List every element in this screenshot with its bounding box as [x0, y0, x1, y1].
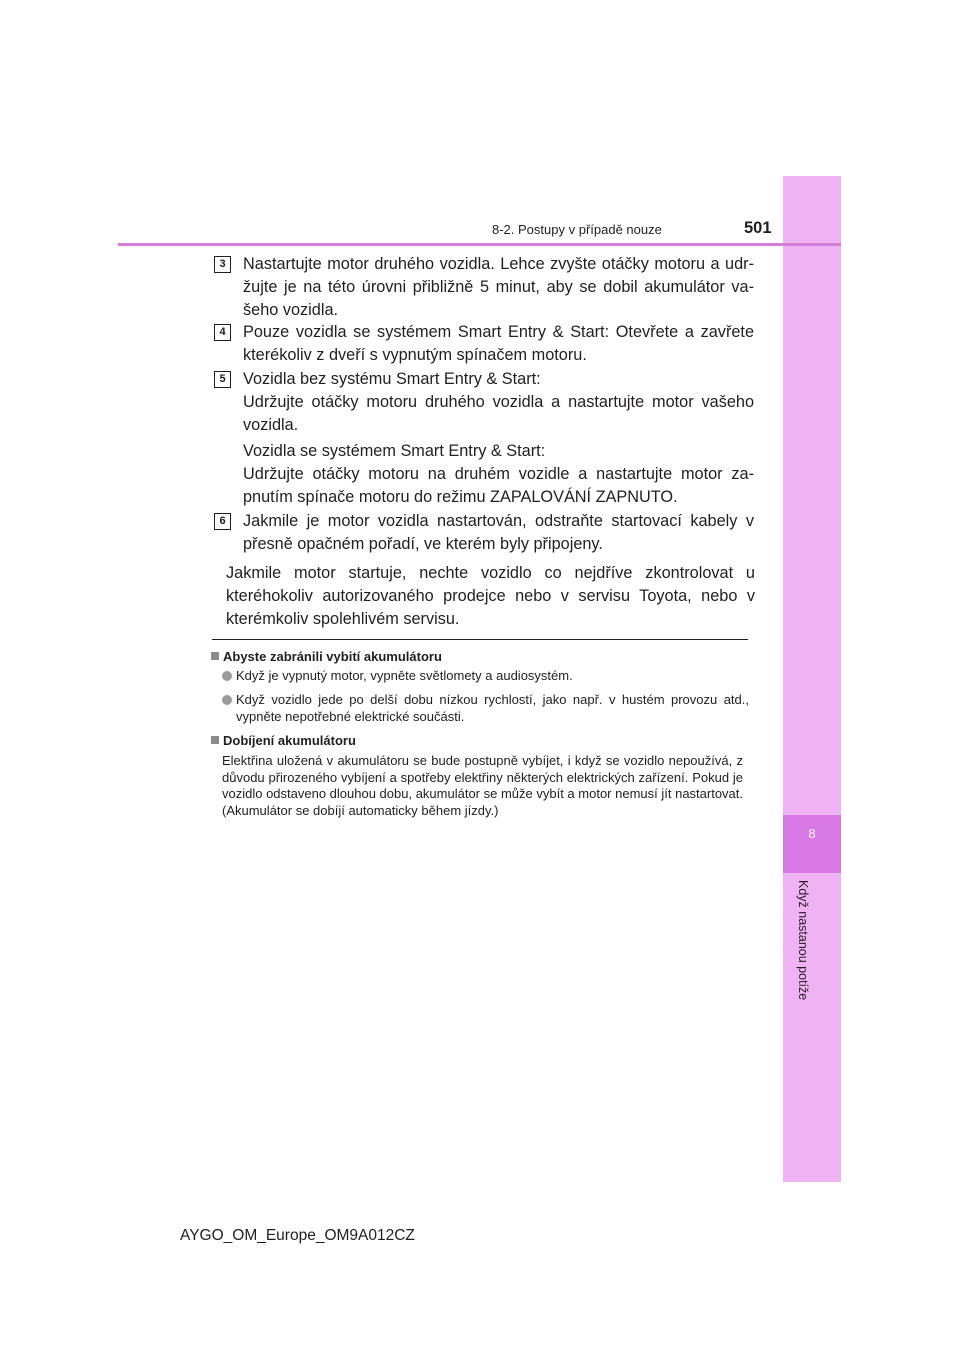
step-text: Nastartujte motor druhého vozidla. Lehce zvyšte otáčky motoru a udr-žujte je na této úrovni přibližně 5 minut, aby se dobil akumulátor va-šeho vozidla.: [243, 255, 754, 319]
note-heading-battery-discharge: [211, 649, 442, 664]
step-badge: 5: [214, 371, 231, 388]
chapter-number: 8: [808, 826, 816, 841]
square-bullet-icon: [211, 652, 219, 660]
chapter-title: Když nastanou potíže: [796, 880, 810, 1001]
page-number: 501: [744, 219, 772, 237]
step-text-line2: Udržujte otáčky motoru druhého vozidla a nastartujte motor vašeho vozidla.: [243, 393, 754, 434]
note-bullet: [222, 692, 749, 725]
step-4: [214, 321, 754, 367]
step-5: [214, 368, 754, 437]
round-bullet-icon: [222, 671, 232, 681]
header-rule: [118, 243, 841, 246]
note-bullet-text: Když vozidlo jede po delší dobu nízkou rychlostí, jako např. v hustém provozu atd., vypněte nepotřebné elektrické součásti.: [236, 692, 749, 724]
step-6: [214, 510, 754, 556]
step-badge: 4: [214, 324, 231, 341]
section-title: 8-2. Postupy v případě nouze: [492, 222, 662, 237]
note-bullet-text: Když je vypnutý motor, vypněte světlomety a audiosystém.: [236, 668, 573, 683]
notes-divider: [212, 639, 748, 640]
document-code: AYGO_OM_Europe_OM9A012CZ: [180, 1227, 415, 1244]
note-heading-text: Abyste zabránili vybití akumulátoru: [223, 649, 442, 664]
step-5-alt-text: Udržujte otáčky motoru na druhém vozidle a nastartujte motor za-pnutím spínače motoru do režimu ZAPALOVÁNÍ ZAPNUTO.: [243, 465, 754, 506]
step-text: Jakmile je motor vozidla nastartován, odstraňte startovací kabely v přesně opačném pořadí, ve kterém byly připojeny.: [243, 512, 754, 553]
note-bullet: [222, 668, 749, 685]
chapter-side-tab: [783, 176, 841, 1182]
note-heading-battery-charging: [211, 733, 356, 748]
round-bullet-icon: [222, 695, 232, 705]
square-bullet-icon: [211, 736, 219, 744]
step-text-line1: Vozidla bez systému Smart Entry & Start:: [243, 370, 541, 388]
step-5-alt-heading: Vozidla se systémem Smart Entry & Start:: [243, 442, 546, 460]
step-text: Pouze vozidla se systémem Smart Entry & Start: Otevřete a zavřete kterékoliv z dveří s vypnutým spínačem motoru.: [243, 323, 754, 364]
note-heading-text: Dobíjení akumulátoru: [223, 733, 356, 748]
step-badge: 3: [214, 256, 231, 273]
closing-paragraph: Jakmile motor startuje, nechte vozidlo co nejdříve zkontrolovat u kteréhokoliv autorizovaného prodejce nebo v servisu Toyota, nebo v kterémkoliv spolehlivém servisu.: [226, 564, 755, 628]
step-3: [214, 253, 754, 322]
chapter-number-block: [783, 815, 841, 873]
note-body-text: Elektřina uložená v akumulátoru se bude postupně vybíjet, i když se vozidlo nepoužívá, z důvodu přirozeného vybíjení a spotřeby elektřiny některých elektrických zařízení. Pokud je vozidlo odstaveno dlouhou dobu, akumulátor se může vybít a motor nemusí jít nastartovat. (Akumulátor se dobíjí automaticky během jízdy.): [222, 753, 744, 818]
step-badge: 6: [214, 513, 231, 530]
